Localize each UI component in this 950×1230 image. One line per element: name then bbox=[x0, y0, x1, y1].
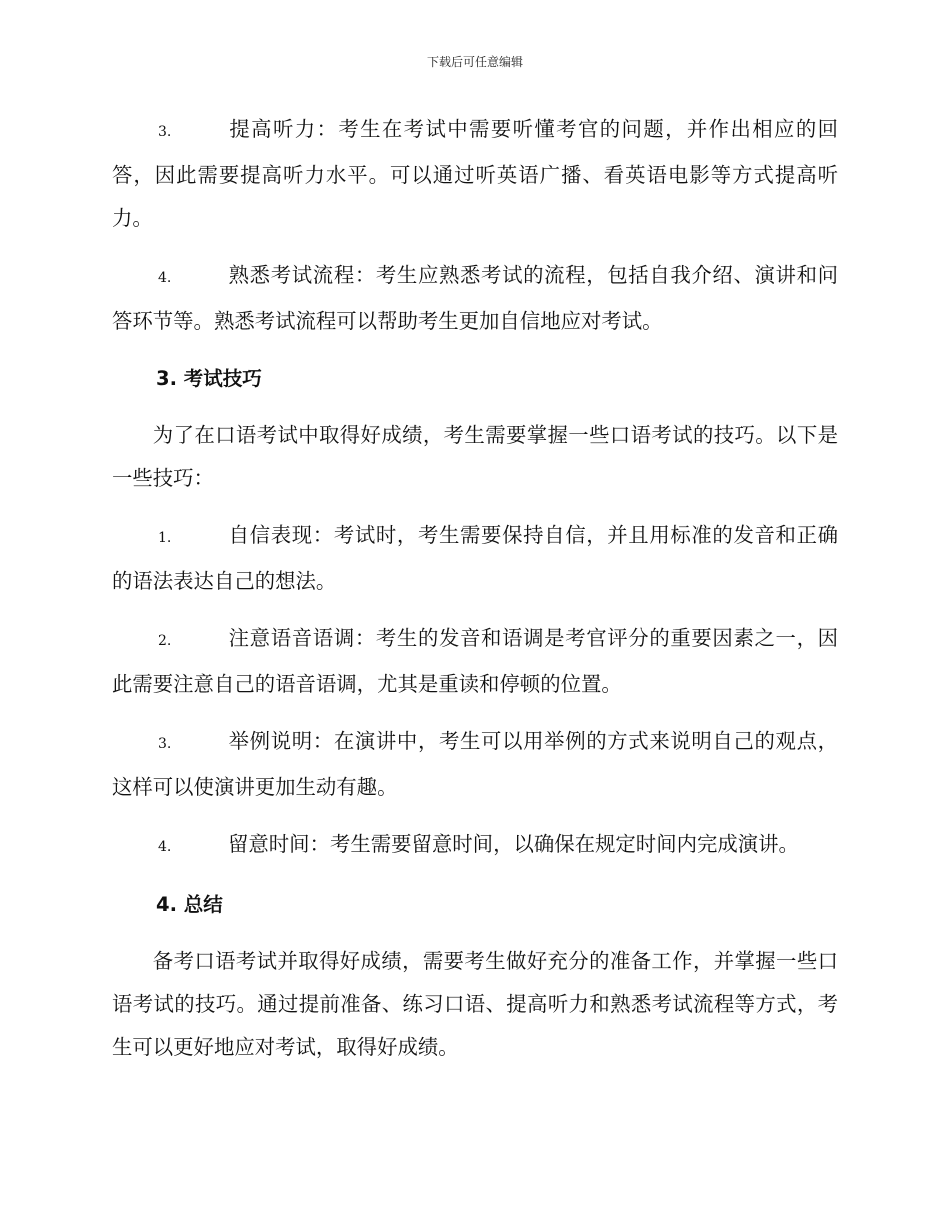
list-item-text: 举例说明：在演讲中，考生可以用举例的方式来说明自己的观点，这样可以使演讲更加生动有趣。 bbox=[112, 729, 838, 799]
section-heading-summary: 4. 总结 bbox=[156, 893, 223, 916]
paragraph-summary: 备考口语考试并取得好成绩，需要考生做好充分的准备工作，并掌握一些口语考试的技巧。通过提前准备、练习口语、提高听力和熟悉考试流程等方式，考生可以更好地应对考试，取得好成绩。 bbox=[112, 949, 838, 1059]
paragraph-tips-intro: 为了在口语考试中取得好成绩，考生需要掌握一些口语考试的技巧。以下是一些技巧： bbox=[112, 423, 838, 490]
document-body bbox=[112, 108, 838, 1083]
list-item-number: 3. bbox=[158, 124, 172, 140]
list-item-number: 3. bbox=[158, 736, 172, 752]
list-item-number: 2. bbox=[158, 633, 172, 649]
list-item-text: 留意时间：考生需要留意时间，以确保在规定时间内完成演讲。 bbox=[228, 832, 799, 856]
list-item-number: 4. bbox=[158, 270, 172, 286]
list-item-examples bbox=[112, 720, 838, 809]
list-item-intonation bbox=[112, 617, 838, 706]
list-item-text: 熟悉考试流程：考生应熟悉考试的流程，包括自我介绍、演讲和问答环节等。熟悉考试流程可以帮助考生更加自信地应对考试。 bbox=[112, 263, 838, 333]
list-item-text: 自信表现：考试时，考生需要保持自信，并且用标准的发音和正确的语法表达自己的想法。 bbox=[112, 523, 838, 593]
list-item-number: 1. bbox=[158, 530, 172, 546]
list-item-time bbox=[112, 823, 838, 869]
list-item-exam-process bbox=[112, 254, 838, 343]
list-item-listening bbox=[112, 108, 838, 240]
list-item-confidence bbox=[112, 514, 838, 603]
page-header: 下载后可任意编辑 bbox=[426, 55, 523, 69]
section-heading-exam-tips: 3. 考试技巧 bbox=[156, 367, 262, 390]
list-item-text: 提高听力：考生在考试中需要听懂考官的问题，并作出相应的回答，因此需要提高听力水平。可以通过听英语广播、看英语电影等方式提高听力。 bbox=[112, 117, 838, 230]
list-item-number: 4. bbox=[158, 839, 172, 855]
list-item-text: 注意语音语调：考生的发音和语调是考官评分的重要因素之一，因此需要注意自己的语音语调，尤其是重读和停顿的位置。 bbox=[112, 626, 838, 696]
